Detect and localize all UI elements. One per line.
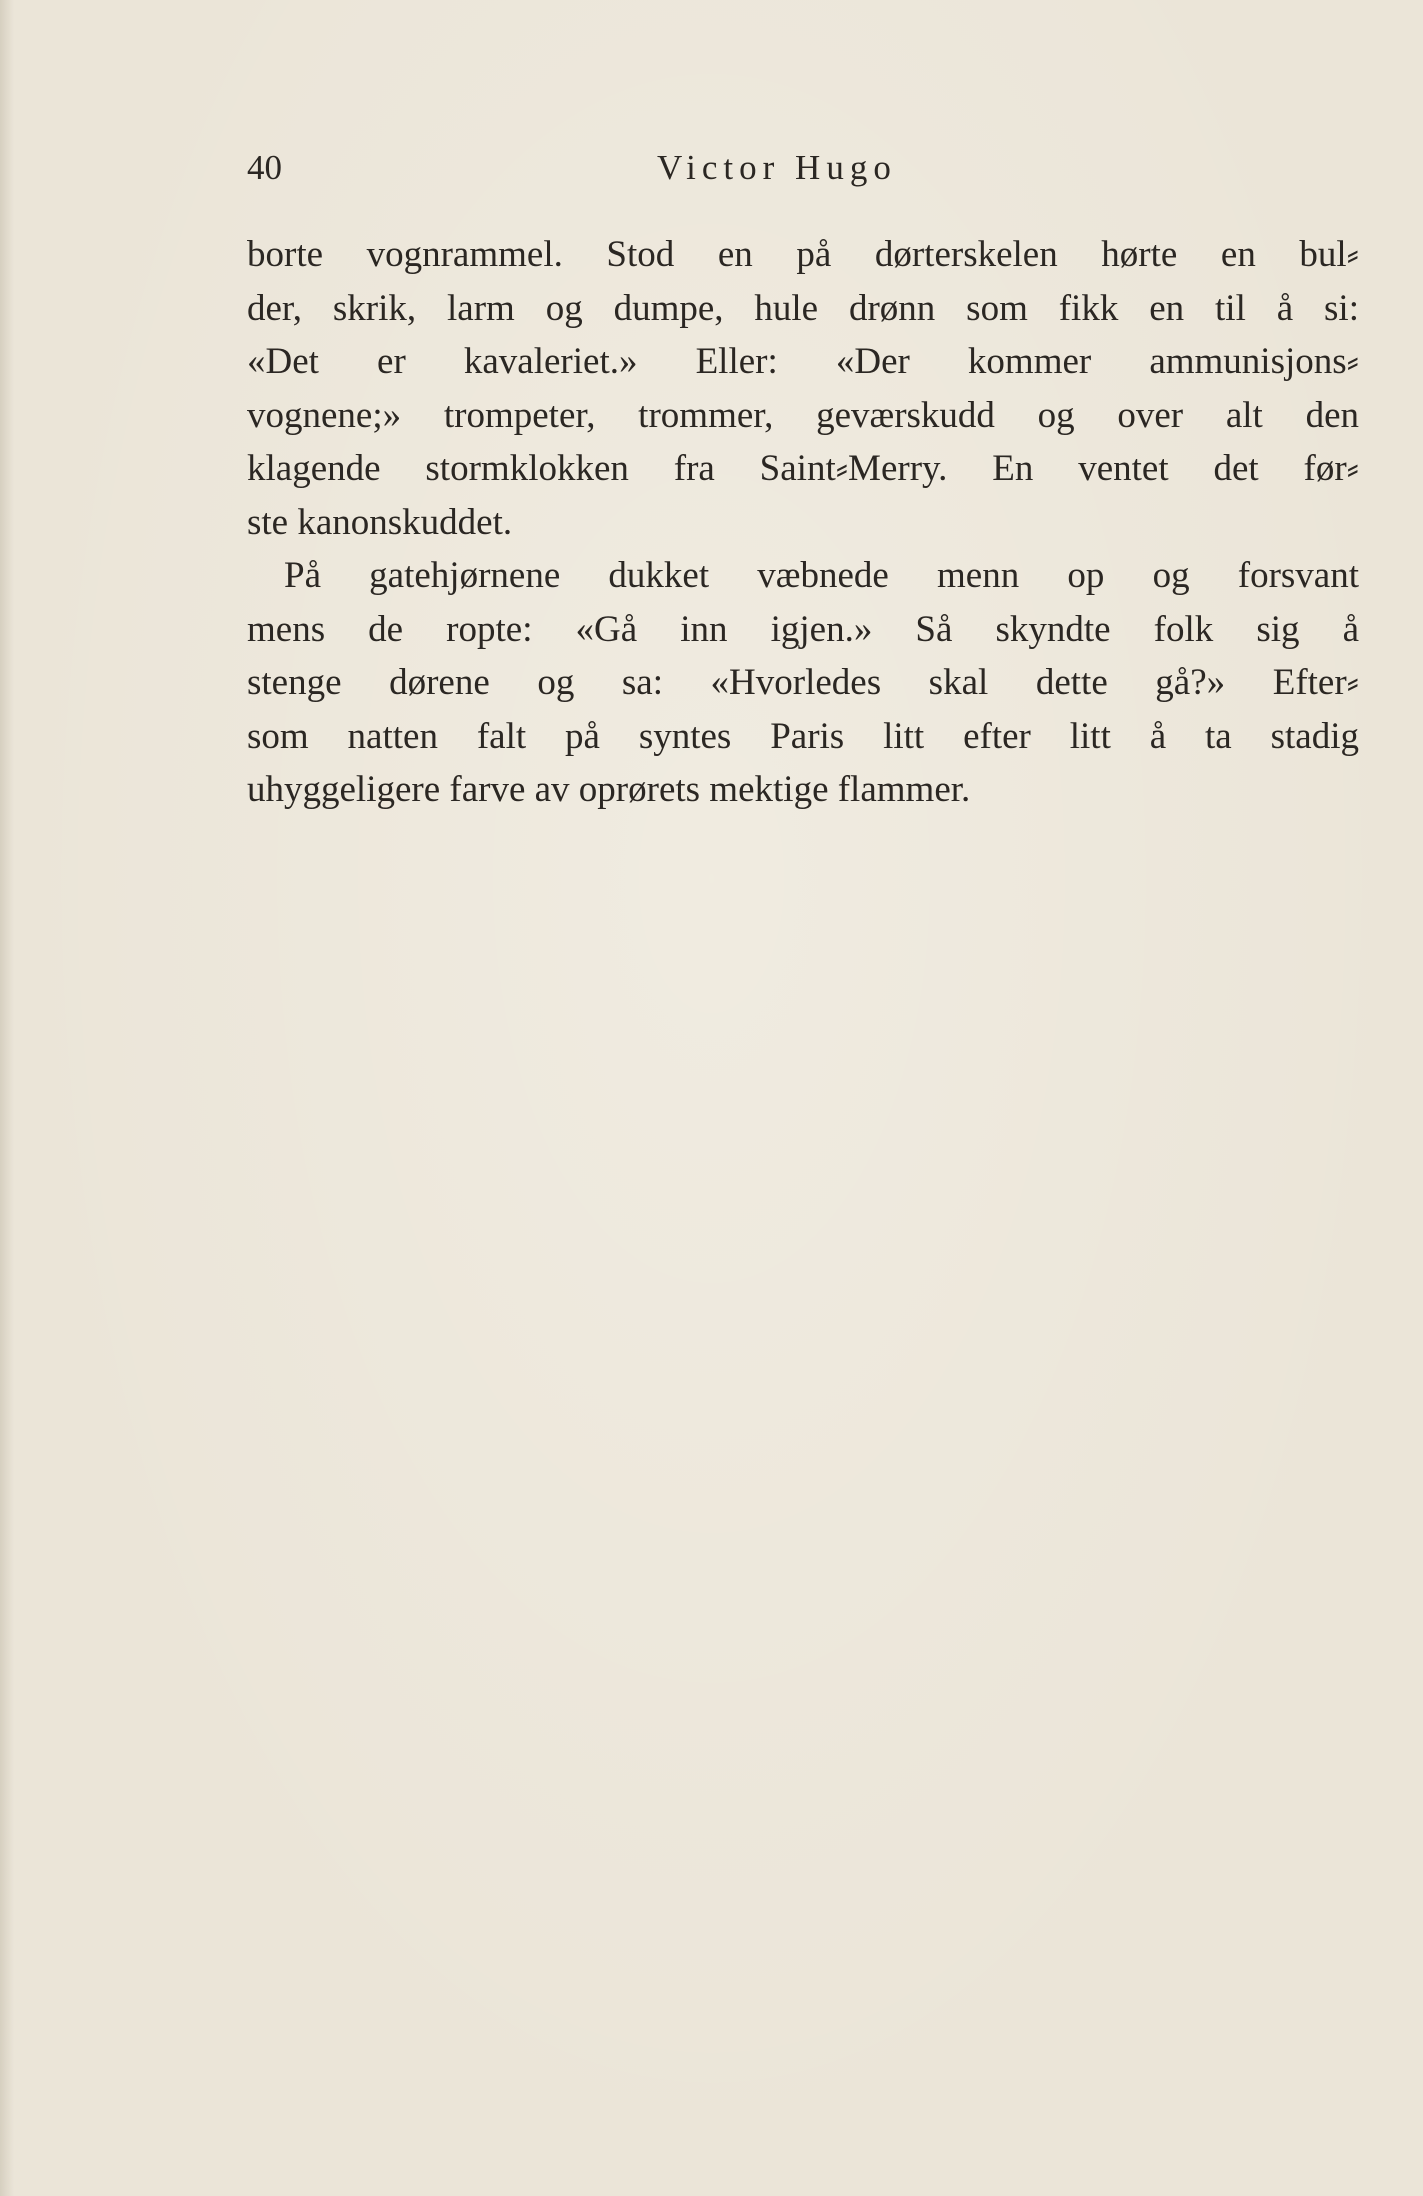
text-line: klagende stormklokken fra Saint⸗Merry. En ventet det før⸗ — [247, 448, 1359, 489]
text-line: uhyggeligere farve av oprørets mektige flammer. — [247, 769, 971, 810]
text-line: mens de ropte: «Gå inn igjen.» Så skyndte folk sig å — [247, 608, 1359, 650]
page-number: 40 — [247, 148, 282, 187]
text-line: «Det er kavaleriet.» Eller: «Der kommer ammunisjons⸗ — [247, 341, 1359, 382]
text-line: På gatehjørnene dukket væbnede menn op og forsvant — [284, 555, 1359, 596]
text-line: borte vognrammel. Stod en på dørterskelen hørte en bul⸗ — [247, 234, 1359, 275]
body-text — [247, 228, 1359, 817]
text-line: vognene;» trompeter, trommer, geværskudd og over alt den — [247, 394, 1359, 436]
text-line: ste kanonskuddet. — [247, 501, 513, 543]
text-line: stenge dørene og sa: «Hvorledes skal dette gå?» Efter⸗ — [247, 662, 1359, 703]
running-head — [247, 148, 1359, 198]
text-line: som natten falt på syntes Paris litt efter litt å ta stadig — [247, 715, 1359, 757]
running-title: Victor Hugo — [657, 148, 897, 187]
page-edge-shadow — [0, 0, 14, 2196]
text-line: der, skrik, larm og dumpe, hule drønn som fikk en til å si: — [247, 287, 1359, 329]
